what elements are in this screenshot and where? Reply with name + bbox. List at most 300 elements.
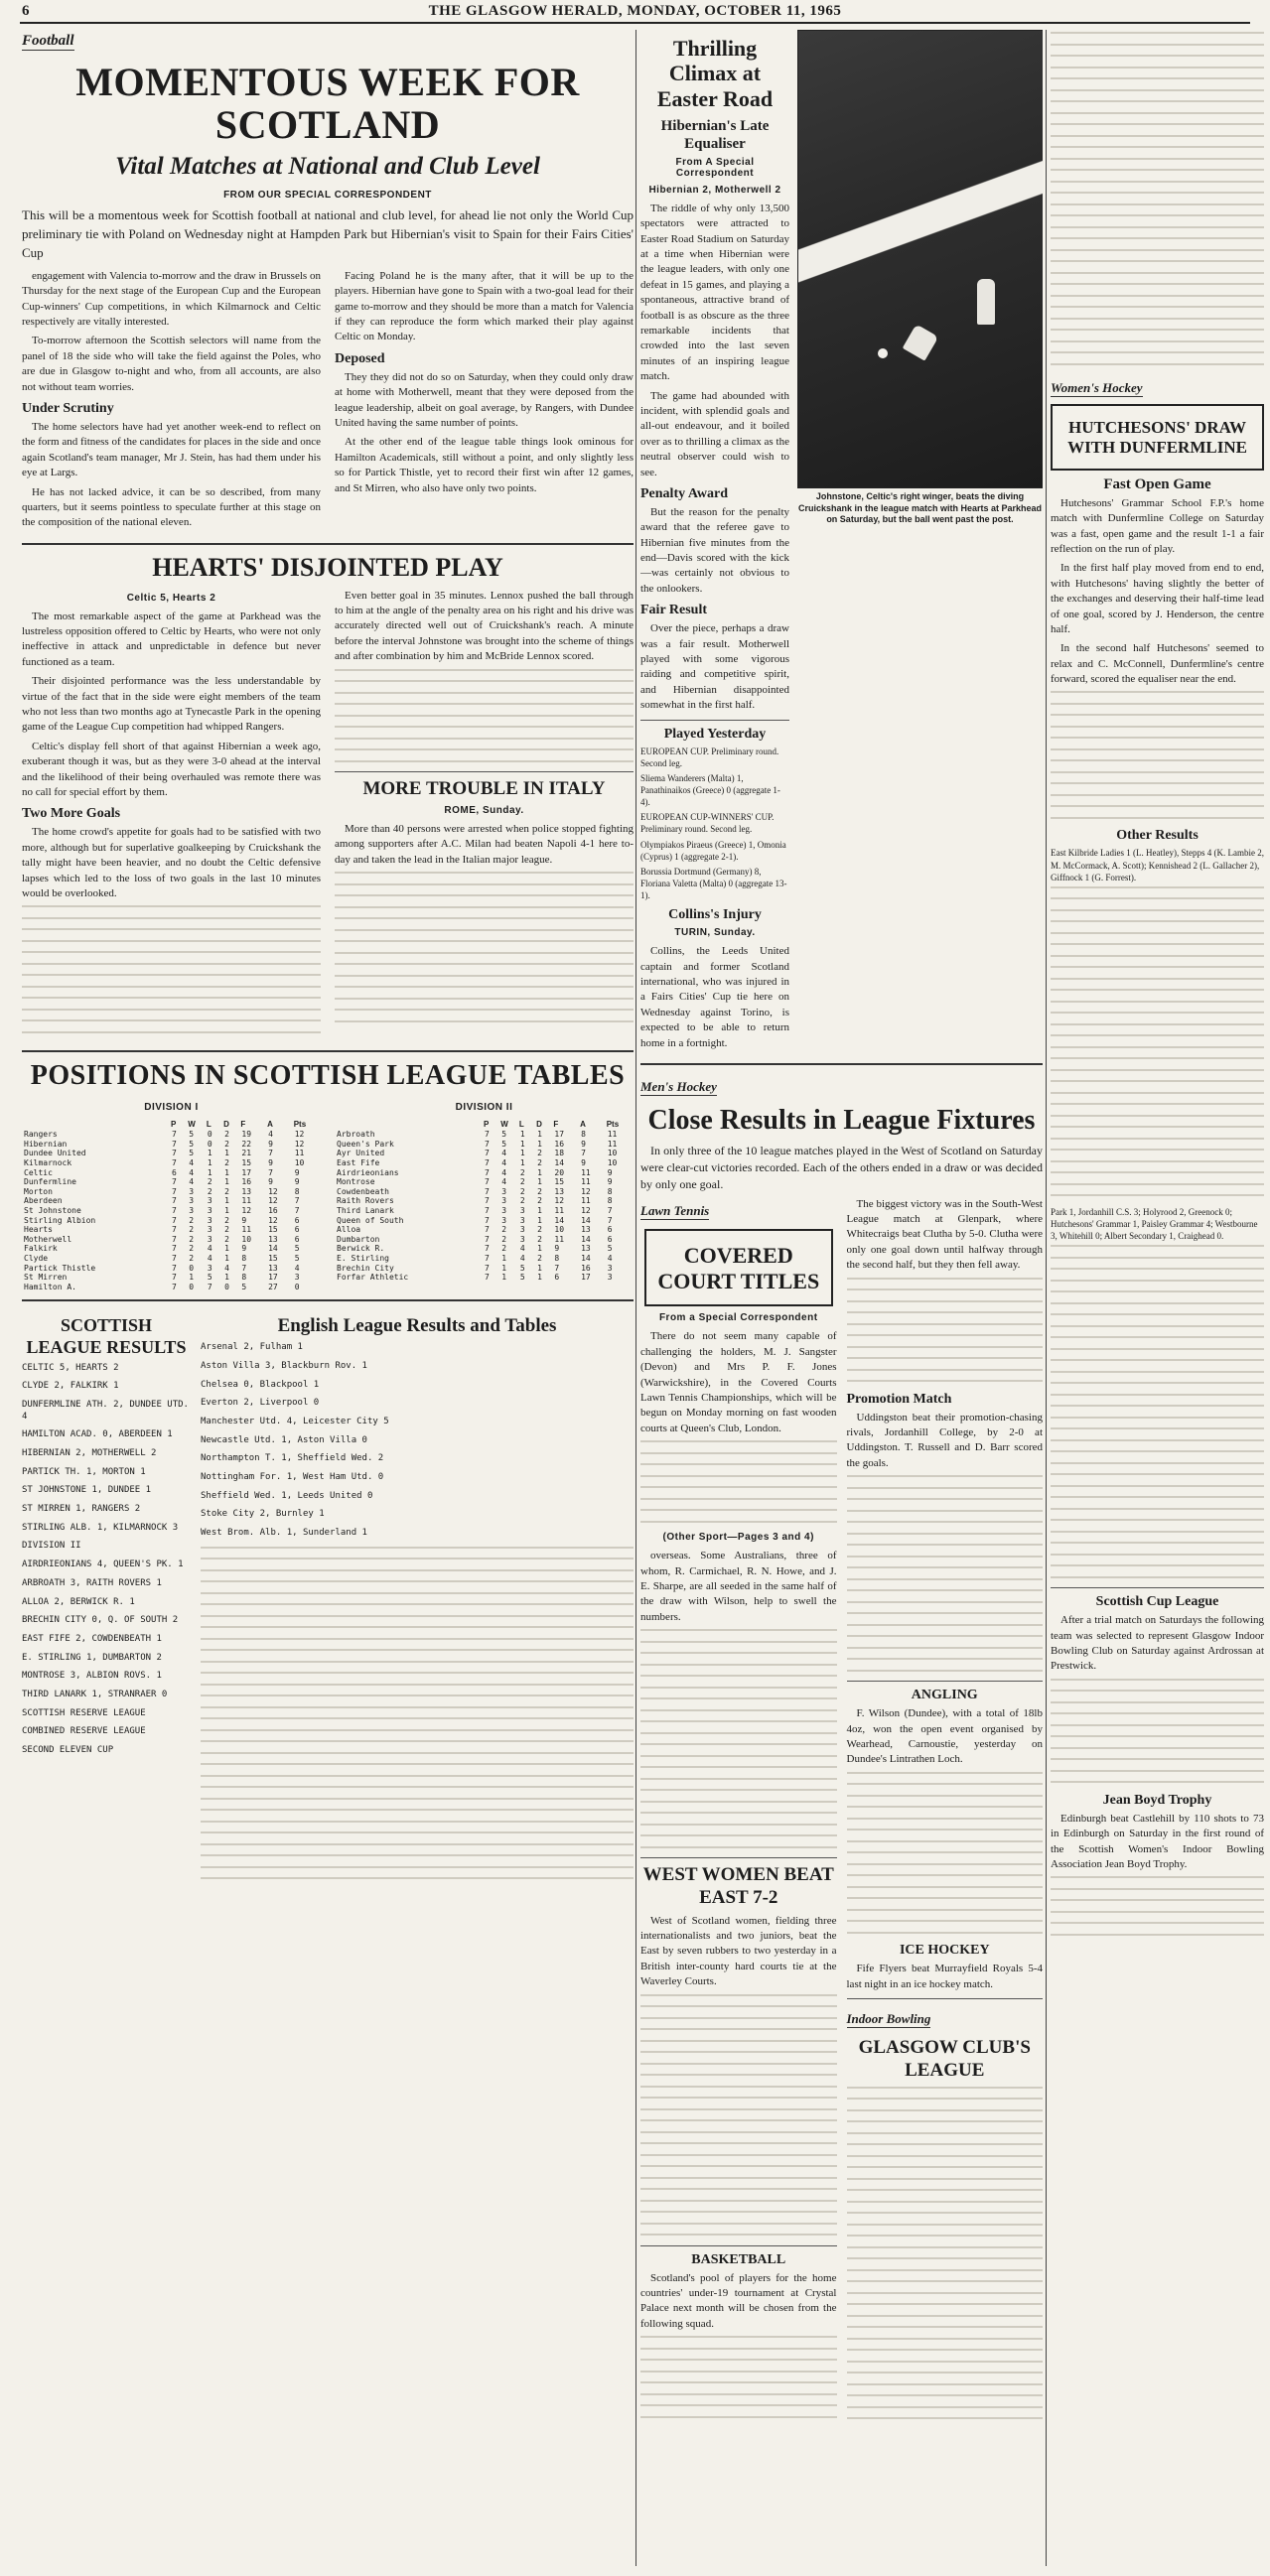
table-cell: 11 <box>581 1196 591 1206</box>
table-cell: 7 <box>485 1167 490 1177</box>
table-cell: 2 <box>207 1186 212 1196</box>
article-paragraph: Edinburgh beat Castlehill by 110 shots to 73 in Edinburgh on Saturday in the first round of the Scottish Women's Indoor Bowling Association Jean Boyd Trophy. <box>1051 1812 1264 1871</box>
scottish-result-line: HIBERNIAN 2, MOTHERWELL 2 <box>22 1448 157 1459</box>
column-header: L <box>518 1120 524 1130</box>
table-cell: Arbroath <box>337 1130 375 1140</box>
table-cell: 21 <box>241 1149 252 1158</box>
table-cell: 10 <box>241 1234 252 1244</box>
text-filler <box>640 1629 837 1848</box>
table-cell: 4 <box>207 1244 212 1254</box>
basketball-head: BASKETBALL <box>691 2251 786 2267</box>
article-paragraph: Even better goal in 35 minutes. Lennox pushed the ball through to him at the angle of the penalty area on his right and his drive was accurately directed well out of Cruickshank's reach. A minute before the interval Johnstone was brought into the scheme of things and after combination by him and McBride Lennox scored. <box>335 589 634 663</box>
table-cell: 1 <box>501 1263 507 1273</box>
table-cell: 7 <box>607 1206 613 1216</box>
table-cell: 2 <box>537 1234 542 1244</box>
table-cell: 4 <box>501 1167 507 1177</box>
table-cell: Clyde <box>24 1254 49 1264</box>
scottish-result-line: MONTROSE 3, ALBION ROVS. 1 <box>22 1671 162 1682</box>
table-cell: 3 <box>189 1196 195 1206</box>
result-line: Park 1, Jordanhill C.S. 3; Holyrood 2, Greenock 0; Hutchesons' Grammar 1, Paisley Grammar 4; Westbourne 3, Whitehill 0; Albert Secondary 1, Craighead 0. <box>1051 1206 1258 1242</box>
masthead-title: THE GLASGOW HERALD, MONDAY, OCTOBER 11, 1965 <box>428 3 842 19</box>
table-row <box>335 1254 634 1264</box>
player-figure <box>977 279 995 325</box>
table-cell: 3 <box>501 1206 507 1216</box>
west-women-headline: WEST WOMEN BEAT EAST 7-2 <box>642 1864 834 1908</box>
table-cell: 14 <box>581 1215 591 1225</box>
bowling-headline: GLASGOW CLUB'S LEAGUE <box>858 2036 1031 2081</box>
table-row <box>335 1235 634 1245</box>
table-cell: 2 <box>189 1225 195 1235</box>
table-cell: 9 <box>268 1139 273 1149</box>
table-cell: 1 <box>537 1244 542 1254</box>
table-cell: 4 <box>224 1263 229 1273</box>
table-cell: Cowdenbeath <box>337 1186 389 1196</box>
table-cell: 12 <box>268 1186 278 1196</box>
table-cell: 2 <box>189 1215 195 1225</box>
table-cell: 17 <box>581 1273 591 1283</box>
article-paragraph: More than 40 persons were arrested when police stopped fighting among supporters after A.C. Milan had beaten Napoli 4-1 here to-day and taken the lead in the Italian major league. <box>335 822 634 866</box>
table-cell: 7 <box>485 1263 490 1273</box>
table-cell: 11 <box>607 1130 618 1140</box>
table-cell: 2 <box>207 1177 212 1187</box>
english-results-headline: English League Results and Tables <box>277 1315 557 1337</box>
table-cell: Airdrieonians <box>337 1167 399 1177</box>
column-middle <box>640 30 1043 2568</box>
table-cell: 7 <box>172 1186 177 1196</box>
table-cell: 3 <box>189 1206 195 1216</box>
goalkeeper-figure <box>903 324 939 360</box>
table-cell: 14 <box>268 1244 278 1254</box>
article-paragraph: But the reason for the penalty award that the referee gave to Hibernian five minutes from the end—Davis scored with the kick—was certainly not obvious to the onlookers. <box>640 505 789 595</box>
text-filler <box>847 1475 1044 1672</box>
article-paragraph: Fife Flyers beat Murrayfield Royals 5-4 last night in an ice hockey match. <box>846 1963 1043 1990</box>
table-cell: 4 <box>189 1158 195 1168</box>
scottish-result-line: EAST FIFE 2, COWDENBEATH 1 <box>22 1633 162 1644</box>
table-cell: 1 <box>224 1254 229 1264</box>
table-cell: 2 <box>519 1167 525 1177</box>
table-row <box>22 1140 321 1150</box>
table-cell: 11 <box>554 1234 565 1244</box>
table-cell: 1 <box>207 1149 212 1158</box>
table-cell: 15 <box>268 1225 278 1235</box>
scottish-results-headline: SCOTTISH LEAGUE RESULTS <box>26 1315 187 1357</box>
table-cell: 9 <box>581 1158 586 1168</box>
article-paragraph: The biggest victory was in the South-West League match at Glenpark, where Whitecraigs beat Clutha by 5-0. Clutha were only one goal down until halfway through the second half, but they then fell away. <box>846 1197 1043 1272</box>
table-cell: 11 <box>241 1196 252 1206</box>
divider <box>1051 1587 1264 1588</box>
table-cell: 12 <box>241 1206 252 1216</box>
table-cell: 2 <box>537 1254 542 1264</box>
table-cell: 12 <box>268 1196 278 1206</box>
table-cell: 5 <box>519 1273 525 1283</box>
crosshead: Promotion Match <box>846 1391 952 1407</box>
table-row <box>335 1206 634 1216</box>
table-cell: 2 <box>537 1186 542 1196</box>
table-cell: 4 <box>501 1158 507 1168</box>
dateline: ROME, Sunday. <box>444 804 524 816</box>
text-filler <box>335 872 634 1022</box>
hockey-headline: Close Results in League Fixtures <box>647 1105 1036 1137</box>
section-kicker: Indoor Bowling <box>846 2010 931 2026</box>
column-header: D <box>536 1120 542 1130</box>
english-result-line: Chelsea 0, Blackpool 1 <box>201 1379 320 1390</box>
table-cell: Berwick R. <box>337 1244 385 1254</box>
table-filler <box>201 1547 634 1880</box>
table-cell: 12 <box>581 1206 591 1216</box>
table-cell: 3 <box>501 1186 507 1196</box>
table-cell: 2 <box>501 1234 507 1244</box>
table-cell: 2 <box>501 1225 507 1235</box>
table-cell: 4 <box>501 1149 507 1158</box>
table-cell: 3 <box>294 1273 300 1283</box>
table-cell: 16 <box>241 1177 252 1187</box>
column-header: P <box>171 1120 177 1130</box>
table-row <box>22 1196 321 1206</box>
italy-headline: MORE TROUBLE IN ITALY <box>362 778 606 800</box>
article-columns <box>22 269 634 535</box>
table-cell: 16 <box>581 1263 591 1273</box>
table-cell: 7 <box>485 1234 490 1244</box>
table-cell: 22 <box>241 1139 252 1149</box>
table-row <box>335 1187 634 1197</box>
english-result-line: Manchester Utd. 4, Leicester City 5 <box>201 1416 389 1426</box>
table-cell: Falkirk <box>24 1244 58 1254</box>
table-cell: 9 <box>241 1215 247 1225</box>
table-cell: Rangers <box>24 1130 58 1140</box>
table-cell: 13 <box>554 1186 565 1196</box>
table-cell: 3 <box>519 1215 525 1225</box>
table-header-row <box>335 1119 634 1130</box>
table-row <box>22 1264 321 1274</box>
main-subhead: Vital Matches at National and Club Level <box>115 153 540 181</box>
table-cell: 5 <box>189 1139 195 1149</box>
easter-road-article <box>640 30 789 1055</box>
table-cell: 7 <box>172 1206 177 1216</box>
text-filler <box>1051 886 1264 1197</box>
table-row <box>335 1168 634 1178</box>
league-tables <box>22 1098 634 1291</box>
column-header: Pts <box>606 1120 620 1130</box>
table-cell: 7 <box>294 1206 300 1216</box>
table-cell: 4 <box>519 1244 525 1254</box>
table-row <box>335 1149 634 1158</box>
table-cell: 6 <box>294 1225 300 1235</box>
table-cell: 7 <box>172 1139 177 1149</box>
table-cell: 14 <box>581 1254 591 1264</box>
table-cell: 3 <box>607 1273 613 1283</box>
section-kicker: Women's Hockey <box>1051 380 1143 395</box>
table-cell: 7 <box>485 1196 490 1206</box>
column-header: D <box>223 1120 229 1130</box>
article-paragraph: The riddle of why only 13,500 spectators were attracted to Easter Road Stadium on Saturday at a time when Hibernian were the league leaders, with only one defeat in 15 games, and playing a spontaneous, attractive brand of football is as obscure as the three remarkable incidents that crowded into the last seven minutes of an inspiring league match. <box>640 202 789 383</box>
table-cell: 3 <box>207 1225 212 1235</box>
scottish-result-line: E. STIRLING 1, DUMBARTON 2 <box>22 1652 162 1663</box>
table-cell: 9 <box>581 1139 586 1149</box>
column-header: W <box>188 1120 196 1130</box>
column-header: W <box>500 1120 508 1130</box>
table-cell: 11 <box>581 1177 591 1187</box>
league-tables-headline: POSITIONS IN SCOTTISH LEAGUE TABLES <box>30 1060 626 1092</box>
table-cell: 9 <box>268 1158 273 1168</box>
table-cell: 10 <box>554 1225 565 1235</box>
table-cell: 5 <box>207 1273 212 1283</box>
table-cell: 17 <box>554 1130 565 1140</box>
table-cell: 7 <box>172 1177 177 1187</box>
table-cell: 1 <box>224 1149 229 1158</box>
table-cell: 15 <box>241 1158 252 1168</box>
table-row <box>22 1206 321 1216</box>
table-cell: Third Lanark <box>337 1206 394 1216</box>
article-paragraph: In only three of the 10 league matches played in the West of Scotland on Saturday were clear-cut victories recorded. Each of the others ended in a draw or was decided by only one goal. <box>640 1144 1043 1191</box>
column-header <box>22 1119 170 1130</box>
table-cell: 4 <box>268 1130 273 1140</box>
table-cell: Hamilton A. <box>24 1282 76 1291</box>
article-paragraph: Celtic's display fell short of that against Hibernian a week ago, exuberant though it was, but as they were 3-0 ahead at the interval and the likelihood of their being overhauled was remote there was no call for special effort by them. <box>22 740 321 798</box>
scottish-result-line: SCOTTISH RESERVE LEAGUE <box>22 1707 146 1718</box>
english-result-line: Northampton T. 1, Sheffield Wed. 2 <box>201 1453 384 1464</box>
divider <box>847 1681 1044 1682</box>
table-cell: 2 <box>224 1234 229 1244</box>
table-cell: 20 <box>554 1167 565 1177</box>
hutchesons-headline: HUTCHESONS' DRAW WITH DUNFERMLINE <box>1067 418 1247 458</box>
table-cell: 2 <box>189 1244 195 1254</box>
table-cell: 1 <box>519 1149 525 1158</box>
article-paragraph: Their disjointed performance was the less understandable by virtue of the fact that in the side were eight members of the team who not less than two months ago at Tynecastle Park in the opening game of the League Cup competition had whipped Rangers. <box>22 675 321 734</box>
division-1-table <box>22 1119 321 1291</box>
crosshead: Penalty Award <box>640 485 729 501</box>
divider <box>847 1998 1044 1999</box>
text-filler <box>847 2087 1044 2420</box>
table-cell: 1 <box>519 1139 525 1149</box>
table-cell: 3 <box>519 1234 525 1244</box>
photo-caption: Johnstone, Celtic's right winger, beats the diving Cruickshank in the league match with Hearts at Parkhead on Saturday, but the ball went past the post. <box>797 491 1043 525</box>
easter-road-subhead: Hibernian's Late Equaliser <box>660 117 770 152</box>
column-header: F <box>240 1120 246 1130</box>
table-cell: 8 <box>241 1254 247 1264</box>
table-cell: 7 <box>485 1254 490 1264</box>
table-cell: 3 <box>607 1263 613 1273</box>
cross-reference: (Other Sport—Pages 3 and 4) <box>662 1532 814 1544</box>
table-row <box>22 1225 321 1235</box>
table-cell: 1 <box>189 1273 195 1283</box>
table-cell: 3 <box>207 1196 212 1206</box>
dateline: TURIN, Sunday. <box>674 927 756 939</box>
table-row <box>335 1273 634 1283</box>
article-paragraph: West of Scotland women, fielding three internationalists and two juniors, beat the East by seven rubbers to two yesterday in a British inter-county hard courts tie at the Waverley Courts. <box>640 1914 837 1988</box>
table-cell: 1 <box>537 1177 542 1187</box>
column-header: A <box>580 1120 586 1130</box>
table-cell: 0 <box>294 1282 300 1291</box>
english-result-line: Stoke City 2, Burnley 1 <box>201 1509 325 1520</box>
table-cell: 7 <box>485 1130 490 1140</box>
column-header: A <box>267 1120 273 1130</box>
scottish-result-line: CELTIC 5, HEARTS 2 <box>22 1362 119 1373</box>
text-filler <box>22 905 321 1033</box>
table-cell: 3 <box>207 1263 212 1273</box>
table-cell: 5 <box>189 1130 195 1140</box>
table-cell: 12 <box>268 1215 278 1225</box>
article-paragraph: Facing Poland he is the many after, that it will be up to the players. Hibernian have gone to Spain with a two-goal lead for their game to-morrow and they should be more than a match for Valencia if they can reproduce the form which marked their play against Celtic on Monday. <box>335 269 634 343</box>
table-cell: 7 <box>172 1254 177 1264</box>
table-cell: 10 <box>607 1158 618 1168</box>
table-cell: 5 <box>501 1139 507 1149</box>
table-cell: 12 <box>294 1139 305 1149</box>
table-cell: 1 <box>537 1215 542 1225</box>
table-row <box>22 1273 321 1283</box>
article-paragraph: The home selectors have had yet another week-end to reflect on the form and fitness of the candidates for places in the side and once again Scotland's team manager, Mr J. Stein, has had them under his eye at Largs. <box>22 421 321 479</box>
table-cell: 2 <box>189 1234 195 1244</box>
hearts-columns <box>22 589 634 1043</box>
english-results-list <box>201 1342 634 1540</box>
table-cell: 11 <box>241 1225 252 1235</box>
table-row <box>22 1235 321 1245</box>
table-cell: 5 <box>241 1282 247 1291</box>
table-cell: 7 <box>554 1263 560 1273</box>
table-cell: 8 <box>581 1130 586 1140</box>
table-cell: Aberdeen <box>24 1196 63 1206</box>
table-cell: 2 <box>519 1196 525 1206</box>
lede-paragraph: This will be a momentous week for Scottish football at national and club level, for ahead lie not only the World Cup preliminary tie with Poland on Wednesday night at Hampden Park but Hibernian's visit to Spain for their Fairs Cities' Cup <box>22 207 634 261</box>
table-cell: 1 <box>224 1196 229 1206</box>
english-result-line: Everton 2, Liverpool 0 <box>201 1398 320 1409</box>
article-paragraph: Collins, the Leeds United captain and former Scotland international, who was injured in a Fairs Cities' Cup tie here on Wednesday against Torino, is expected to be able to return home in a fortnight. <box>640 945 789 1049</box>
table-cell: 3 <box>207 1215 212 1225</box>
table-cell: St Johnstone <box>24 1206 81 1216</box>
article-paragraph: The home crowd's appetite for goals had to be satisfied with two more, although but for superlative goalkeeping by Cruickshank the tally might have been heavier, and no doubt the Celtic defensive lapses which led to the loss of two goals in the last 10 minutes would be overlooked. <box>22 826 321 899</box>
table-cell: Dumbarton <box>337 1234 380 1244</box>
table-cell: Raith Rovers <box>337 1196 394 1206</box>
table-cell: 8 <box>554 1254 560 1264</box>
result-line: Sliema Wanderers (Malta) 1, Panathinaikos (Greece) 0 (aggregate 1-4). <box>640 772 780 808</box>
divider <box>640 1857 837 1858</box>
hutchesons-headline-box <box>1051 404 1264 471</box>
table-row <box>22 1216 321 1226</box>
photo-block <box>797 30 1043 1055</box>
table-cell: 2 <box>189 1254 195 1264</box>
table-cell: 8 <box>607 1186 613 1196</box>
table-cell: 2 <box>519 1177 525 1187</box>
table-cell: 7 <box>485 1149 490 1158</box>
table-row <box>335 1158 634 1168</box>
text-filler <box>640 1440 837 1523</box>
table-cell: Dundee United <box>24 1149 86 1158</box>
table-cell: 13 <box>581 1244 591 1254</box>
table-cell: 1 <box>224 1177 229 1187</box>
table-cell: 5 <box>189 1149 195 1158</box>
divider <box>640 2245 837 2246</box>
trophy-head: Jean Boyd Trophy <box>1102 1792 1212 1808</box>
table-row <box>22 1244 321 1254</box>
tennis-headline: COVERED COURT TITLES <box>657 1242 820 1293</box>
table-cell: 2 <box>224 1130 229 1140</box>
table-cell: 2 <box>224 1225 229 1235</box>
table-cell: 3 <box>207 1234 212 1244</box>
scottish-result-line: COMBINED RESERVE LEAGUE <box>22 1726 146 1737</box>
table-cell: 3 <box>519 1225 525 1235</box>
table-cell: 3 <box>519 1206 525 1216</box>
result-line: EUROPEAN CUP-WINNERS' CUP. Preliminary round. Second leg. <box>640 812 775 835</box>
table-cell: 1 <box>501 1254 507 1264</box>
table-row <box>22 1168 321 1178</box>
article-paragraph: In the second half Hutchesons' seemed to relax and C. McConnell, Dunfermline's centre forward, scored the equaliser near the end. <box>1051 642 1264 686</box>
table-cell: 7 <box>485 1244 490 1254</box>
english-result-line: Aston Villa 3, Blackburn Rov. 1 <box>201 1360 367 1371</box>
division-label: DIVISION I <box>144 1102 199 1114</box>
english-result-line: Nottingham For. 1, West Ham Utd. 0 <box>201 1472 384 1482</box>
result-line: Borussia Dortmund (Germany) 8, Floriana Valetta (Malta) 0 (aggregate 13-1). <box>640 866 787 901</box>
table-cell: 7 <box>485 1158 490 1168</box>
table-cell: 1 <box>501 1273 507 1283</box>
table-cell: 1 <box>224 1244 229 1254</box>
table-row <box>22 1158 321 1168</box>
right-subcolumn <box>847 1197 1044 2429</box>
table-cell: 9 <box>294 1177 300 1187</box>
table-cell: 4 <box>501 1177 507 1187</box>
table-cell: 7 <box>485 1177 490 1187</box>
table-cell: 16 <box>268 1206 278 1216</box>
section-kicker: Lawn Tennis <box>640 1202 710 1218</box>
table-cell: 4 <box>189 1177 195 1187</box>
table-cell: 17 <box>241 1167 252 1177</box>
column-rule <box>1046 30 1047 2566</box>
collins-head: Collins's Injury <box>668 907 762 923</box>
article-paragraph: The game had abounded with incident, with splendid goals and all-out endeavour, and it boiled over as to thrilling a climax as the neutral observer could wish to see. <box>640 389 789 478</box>
table-cell: Motherwell <box>24 1234 72 1244</box>
table-cell: 3 <box>189 1186 195 1196</box>
table-cell: 7 <box>172 1263 177 1273</box>
table-cell: 6 <box>554 1273 560 1283</box>
column-header: F <box>553 1120 559 1130</box>
table-cell: 7 <box>485 1139 490 1149</box>
table-cell: 6 <box>607 1225 613 1235</box>
table-cell: 14 <box>554 1215 565 1225</box>
text-filler <box>1051 1245 1264 1578</box>
played-yesterday-head: Played Yesterday <box>663 726 767 742</box>
ice-hockey-head: ICE HOCKEY <box>899 1943 990 1959</box>
table-cell: 17 <box>268 1273 278 1283</box>
table-cell: 7 <box>172 1234 177 1244</box>
scottish-result-line: AIRDRIEONIANS 4, QUEEN'S PK. 1 <box>22 1559 184 1570</box>
table-cell: Queen's Park <box>337 1139 394 1149</box>
table-cell: 1 <box>224 1206 229 1216</box>
column-header: P <box>484 1120 490 1130</box>
table-cell: Dunfermline <box>24 1177 76 1187</box>
table-cell: 7 <box>485 1225 490 1235</box>
scottish-result-line: HAMILTON ACAD. 0, ABERDEEN 1 <box>22 1429 173 1440</box>
english-result-line: Newcastle Utd. 1, Aston Villa 0 <box>201 1434 367 1445</box>
table-cell: 3 <box>501 1215 507 1225</box>
text-filler <box>1051 691 1264 819</box>
table-cell: 1 <box>537 1139 542 1149</box>
text-filler <box>1051 1876 1264 1936</box>
table-cell: Montrose <box>337 1177 375 1187</box>
section-kicker: Football <box>22 33 74 49</box>
table-cell: 0 <box>207 1130 212 1140</box>
column-rule <box>635 30 636 2566</box>
article-paragraph: Over the piece, perhaps a draw was a fair result. Motherwell played with some vigorous raiding and competitive spirit, and Hibernian disappointed somewhat in the first half. <box>640 622 789 712</box>
table-cell: 9 <box>607 1167 613 1177</box>
table-cell: 13 <box>268 1234 278 1244</box>
article-paragraph: F. Wilson (Dundee), with a total of 18lb 4oz, won the open event organised by Wearhead, Carnoustie, yesterday on Dundee's Lintrathen Loch. <box>846 1707 1043 1766</box>
table-cell: 2 <box>224 1215 229 1225</box>
table-cell: 8 <box>607 1196 613 1206</box>
table-cell: 3 <box>207 1206 212 1216</box>
article-paragraph: engagement with Valencia to-morrow and the draw in Brussels on Thursday for the next stage of the European Cup and the European Cup-winners' Cup competitions, in which Kilmarnock and Celtic respectively are vitally interested. <box>22 269 321 329</box>
table-cell: 1 <box>537 1263 542 1273</box>
table-cell: 4 <box>189 1167 195 1177</box>
table-cell: 2 <box>537 1225 542 1235</box>
table-cell: 1 <box>537 1130 542 1140</box>
